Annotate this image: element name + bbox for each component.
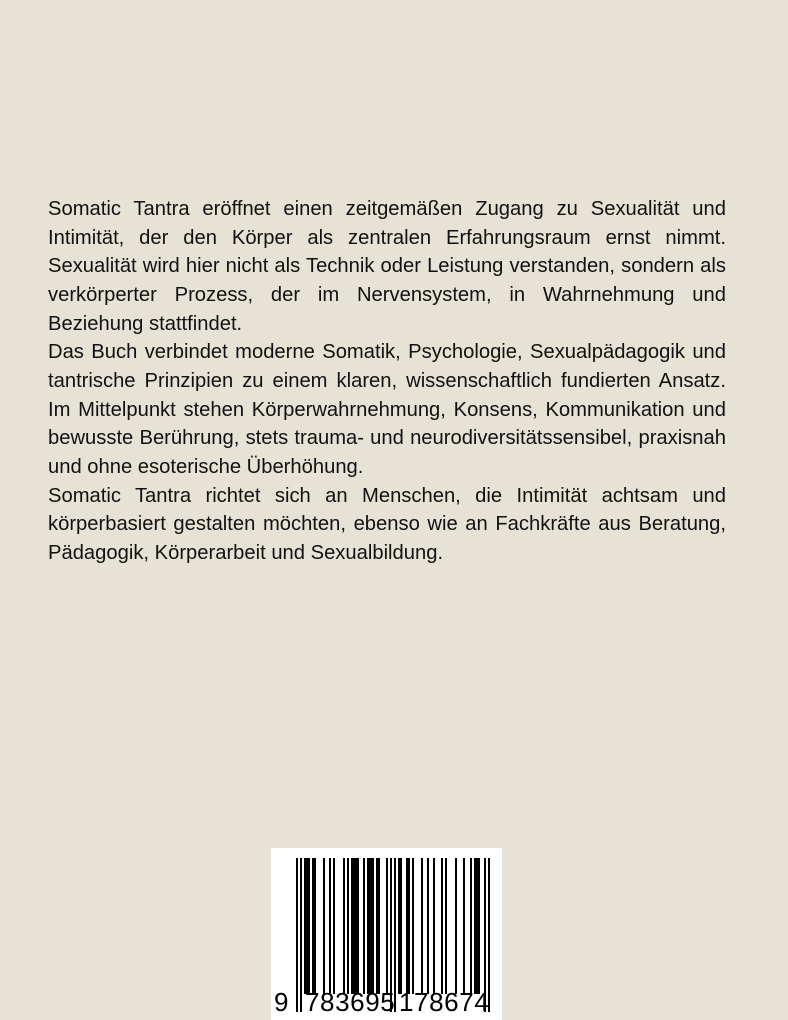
barcode-bar <box>474 858 480 994</box>
blurb-paragraph-1: Somatic Tantra eröffnet einen zeitgemäßen Zugang zu Sexualität und Intimität, der den Körper als zentralen Erfahrungsraum ernst nimmt. Sexualität wird hier nicht als Technik oder Leistung verstanden, sondern als verkörperter Prozess, der im Nervensystem, in Wahrnehmung und Beziehung stattfindet. <box>48 198 726 335</box>
blurb-paragraph-2: Das Buch verbindet moderne Somatik, Psychologie, Sexualpädagogik und tantrische Prinzipien zu einem klaren, wissenschaftlich fundierten Ansatz. Im Mittelpunkt stehen Körperwahrnehmung, Konsens, Kommunikation und bewusste Berührung, stets trauma- und neurodiversitätssensibel, praxisnah und ohne esoterische Überhöhung. <box>48 341 726 478</box>
barcode-bar <box>329 858 331 994</box>
barcode-bar <box>406 858 410 994</box>
barcode-digits-right: 178674 <box>399 987 490 1017</box>
barcode-bar <box>323 858 325 994</box>
barcode-bar <box>427 858 429 994</box>
barcode-bar <box>367 858 373 994</box>
barcode-bar <box>421 858 423 994</box>
barcode-bar <box>463 858 465 994</box>
barcode-bar <box>304 858 310 994</box>
barcode-digits-left: 783695 <box>305 987 396 1017</box>
blurb-paragraph-3: Somatic Tantra richtet sich an Menschen, die Intimität achtsam und körperbasiert gestalten möchten, ebenso wie an Fachkräfte aus Beratung, Pädagogik, Körperarbeit und Sexualbildung. <box>48 484 726 564</box>
barcode-guard-bar <box>296 858 298 1012</box>
barcode-bar <box>333 858 335 994</box>
barcode-bar <box>351 858 359 994</box>
barcode-bar <box>455 858 457 994</box>
barcode-bar <box>441 858 443 994</box>
barcode-bar <box>363 858 365 994</box>
barcode-bar <box>347 858 349 994</box>
barcode-bar <box>445 858 447 994</box>
book-blurb <box>48 195 726 568</box>
barcode-bar <box>343 858 345 994</box>
barcode-digit-first: 9 <box>274 987 289 1017</box>
barcode-bar <box>470 858 472 994</box>
barcode-bar <box>398 858 402 994</box>
barcode-bar <box>386 858 388 994</box>
barcode-bar <box>433 858 435 994</box>
barcode-bar <box>376 858 380 994</box>
barcode-bar <box>412 858 414 994</box>
barcode-bar <box>312 858 316 994</box>
barcode-guard-bar <box>300 858 302 1012</box>
isbn-barcode <box>271 848 502 1020</box>
